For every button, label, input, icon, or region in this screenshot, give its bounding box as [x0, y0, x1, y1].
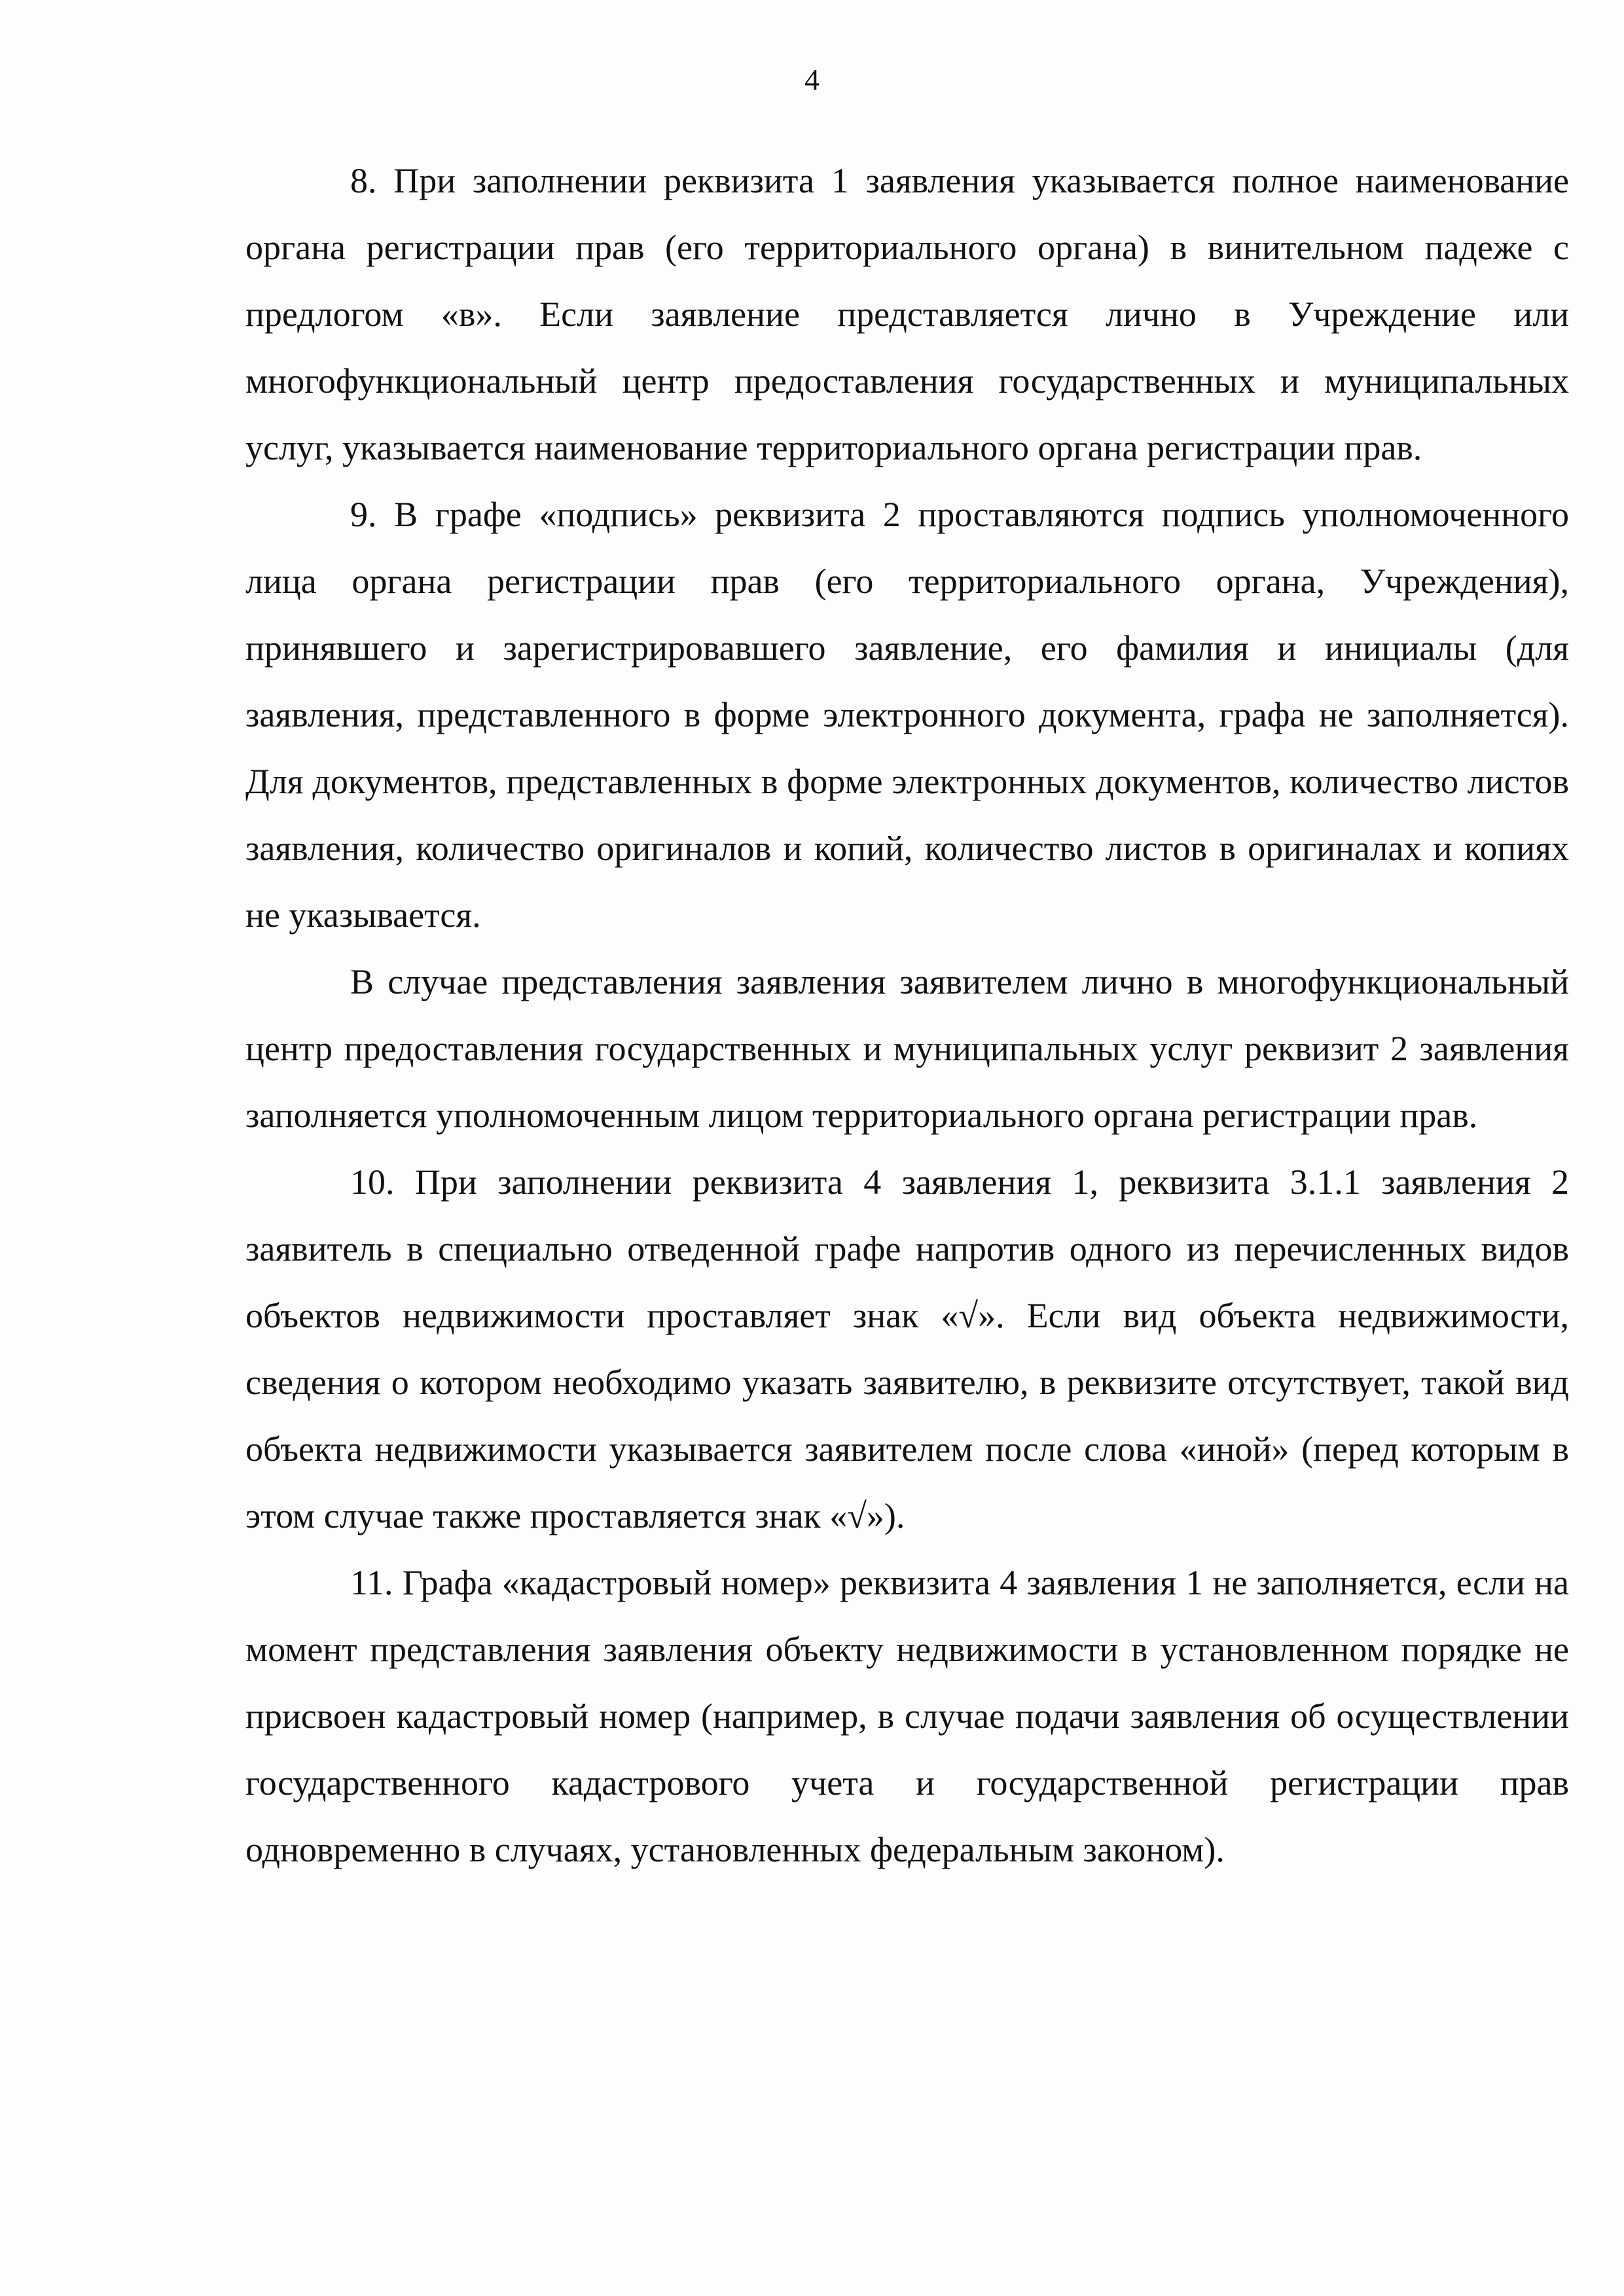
document-body [245, 147, 1569, 1883]
paragraph-item-9: 9. В графе «подпись» реквизита 2 проставляются подпись уполномоченного лица органа регистрации прав (его территориального органа, Учреждения), принявшего и зарегистрировавшего заявление, его фамилия и инициалы (для заявления, представленного в форме электронного документа, графа не заполняется). Для документов, представленных в форме электронных документов, количество листов заявления, количество оригиналов и копий, количество листов в оригиналах и копиях не указывается. [245, 495, 1569, 935]
paragraph-item-8: 8. При заполнении реквизита 1 заявления указывается полное наименование органа регистрации прав (его территориального органа) в винительном падеже с предлогом «в». Если заявление представляется лично в Учреждение или многофункциональный центр предоставления государственных и муниципальных услуг, указывается наименование территориального органа регистрации прав. [245, 161, 1569, 467]
page-number: 4 [804, 63, 820, 96]
paragraph-item-9-continuation: В случае представления заявления заявителем лично в многофункциональный центр предоставления государственных и муниципальных услуг реквизит 2 заявления заполняется уполномоченным лицом территориального органа регистрации прав. [245, 962, 1569, 1135]
paragraph-item-11: 11. Графа «кадастровый номер» реквизита 4 заявления 1 не заполняется, если на момент представления заявления объекту недвижимости в установленном порядке не присвоен кадастровый номер (например, в случае подачи заявления об осуществлении государственного кадастрового учета и государственной регистрации прав одновременно в случаях, установленных федеральным законом). [245, 1563, 1569, 1869]
paragraph-item-10: 10. При заполнении реквизита 4 заявления 1, реквизита 3.1.1 заявления 2 заявитель в специально отведенной графе напротив одного из перечисленных видов объектов недвижимости проставляет знак «√». Если вид объекта недвижимости, сведения о котором необходимо указать заявителю, в реквизите отсутствует, такой вид объекта недвижимости указывается заявителем после слова «иной» (перед которым в этом случае также проставляется знак «√»). [245, 1162, 1569, 1535]
